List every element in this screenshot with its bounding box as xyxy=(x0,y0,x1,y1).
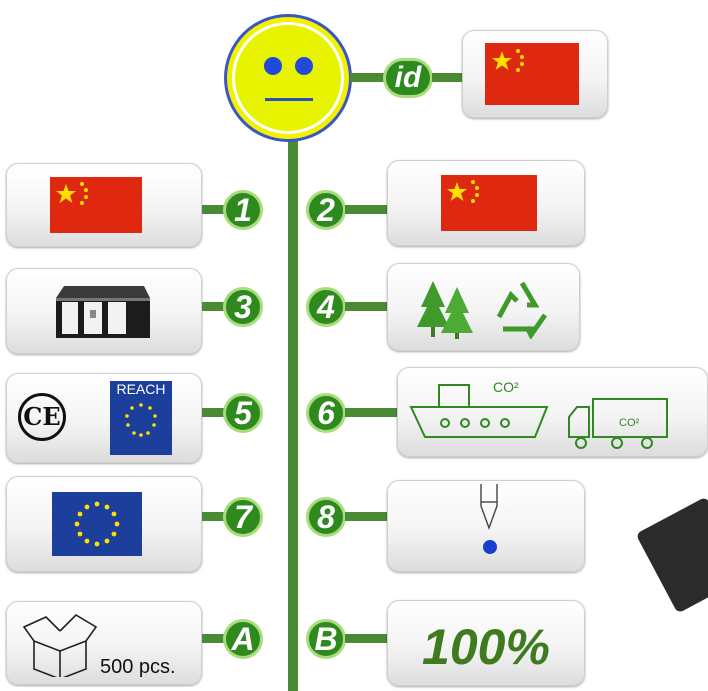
step-badge-1[interactable]: 1 xyxy=(223,190,263,230)
pen-dot-icon xyxy=(483,540,497,554)
connector-b xyxy=(345,634,387,643)
id-connector-left xyxy=(350,73,384,82)
card-3[interactable] xyxy=(6,268,202,354)
connector-6 xyxy=(345,408,397,417)
trunk-line xyxy=(288,120,298,691)
card-8[interactable] xyxy=(387,480,585,572)
percent-value: 100% xyxy=(422,619,550,675)
step-badge-b[interactable]: B xyxy=(306,619,346,659)
pen-tip-icon xyxy=(469,484,509,538)
step-badge-7[interactable]: 7 xyxy=(223,497,263,537)
id-card[interactable] xyxy=(462,30,608,118)
reach-eu-flag-icon xyxy=(110,381,172,455)
card-5[interactable] xyxy=(6,373,202,463)
smiley-face-icon xyxy=(224,14,352,142)
card-1[interactable] xyxy=(6,163,202,247)
china-flag-icon xyxy=(485,43,579,105)
right-eye-icon xyxy=(295,57,313,75)
quantity-label: 500 pcs. xyxy=(100,656,176,678)
ship-co2-label: CO² xyxy=(493,379,519,395)
card-4[interactable] xyxy=(387,263,580,351)
card-2[interactable] xyxy=(387,160,585,246)
connector-3 xyxy=(202,302,224,311)
step-badge-4[interactable]: 4 xyxy=(306,287,346,327)
ship-icon xyxy=(407,379,557,449)
step-badge-8[interactable]: 8 xyxy=(306,497,346,537)
truck-co2-label: CO² xyxy=(619,417,640,429)
ce-mark-icon: CE xyxy=(18,393,66,441)
step-badge-3[interactable]: 3 xyxy=(223,287,263,327)
step-badge-a[interactable]: A xyxy=(223,619,263,659)
trunk-chest-icon xyxy=(52,280,152,344)
step-badge-2[interactable]: 2 xyxy=(306,190,346,230)
recycle-icon xyxy=(491,277,553,339)
connector-7 xyxy=(202,512,224,521)
connector-2 xyxy=(345,205,387,214)
dark-object-corner xyxy=(636,496,708,613)
left-eye-icon xyxy=(264,57,282,75)
card-b[interactable] xyxy=(387,600,585,686)
card-a[interactable] xyxy=(6,601,202,685)
connector-4 xyxy=(345,302,387,311)
trees-icon xyxy=(415,277,477,341)
reach-label: REACH xyxy=(116,381,166,397)
id-badge[interactable]: id xyxy=(383,58,433,98)
eu-flag-icon xyxy=(52,492,142,556)
card-7[interactable] xyxy=(6,476,202,572)
china-flag-icon xyxy=(50,177,142,233)
step-badge-5[interactable]: 5 xyxy=(223,393,263,433)
step-badge-6[interactable]: 6 xyxy=(306,393,346,433)
china-flag-icon xyxy=(441,175,537,231)
id-connector-right xyxy=(432,73,462,82)
connector-5 xyxy=(202,408,224,417)
connector-8 xyxy=(345,512,387,521)
card-6[interactable] xyxy=(397,367,708,457)
mouth-line xyxy=(265,98,313,101)
connector-a xyxy=(202,634,224,643)
box-icon xyxy=(20,607,100,677)
connector-1 xyxy=(202,205,224,214)
